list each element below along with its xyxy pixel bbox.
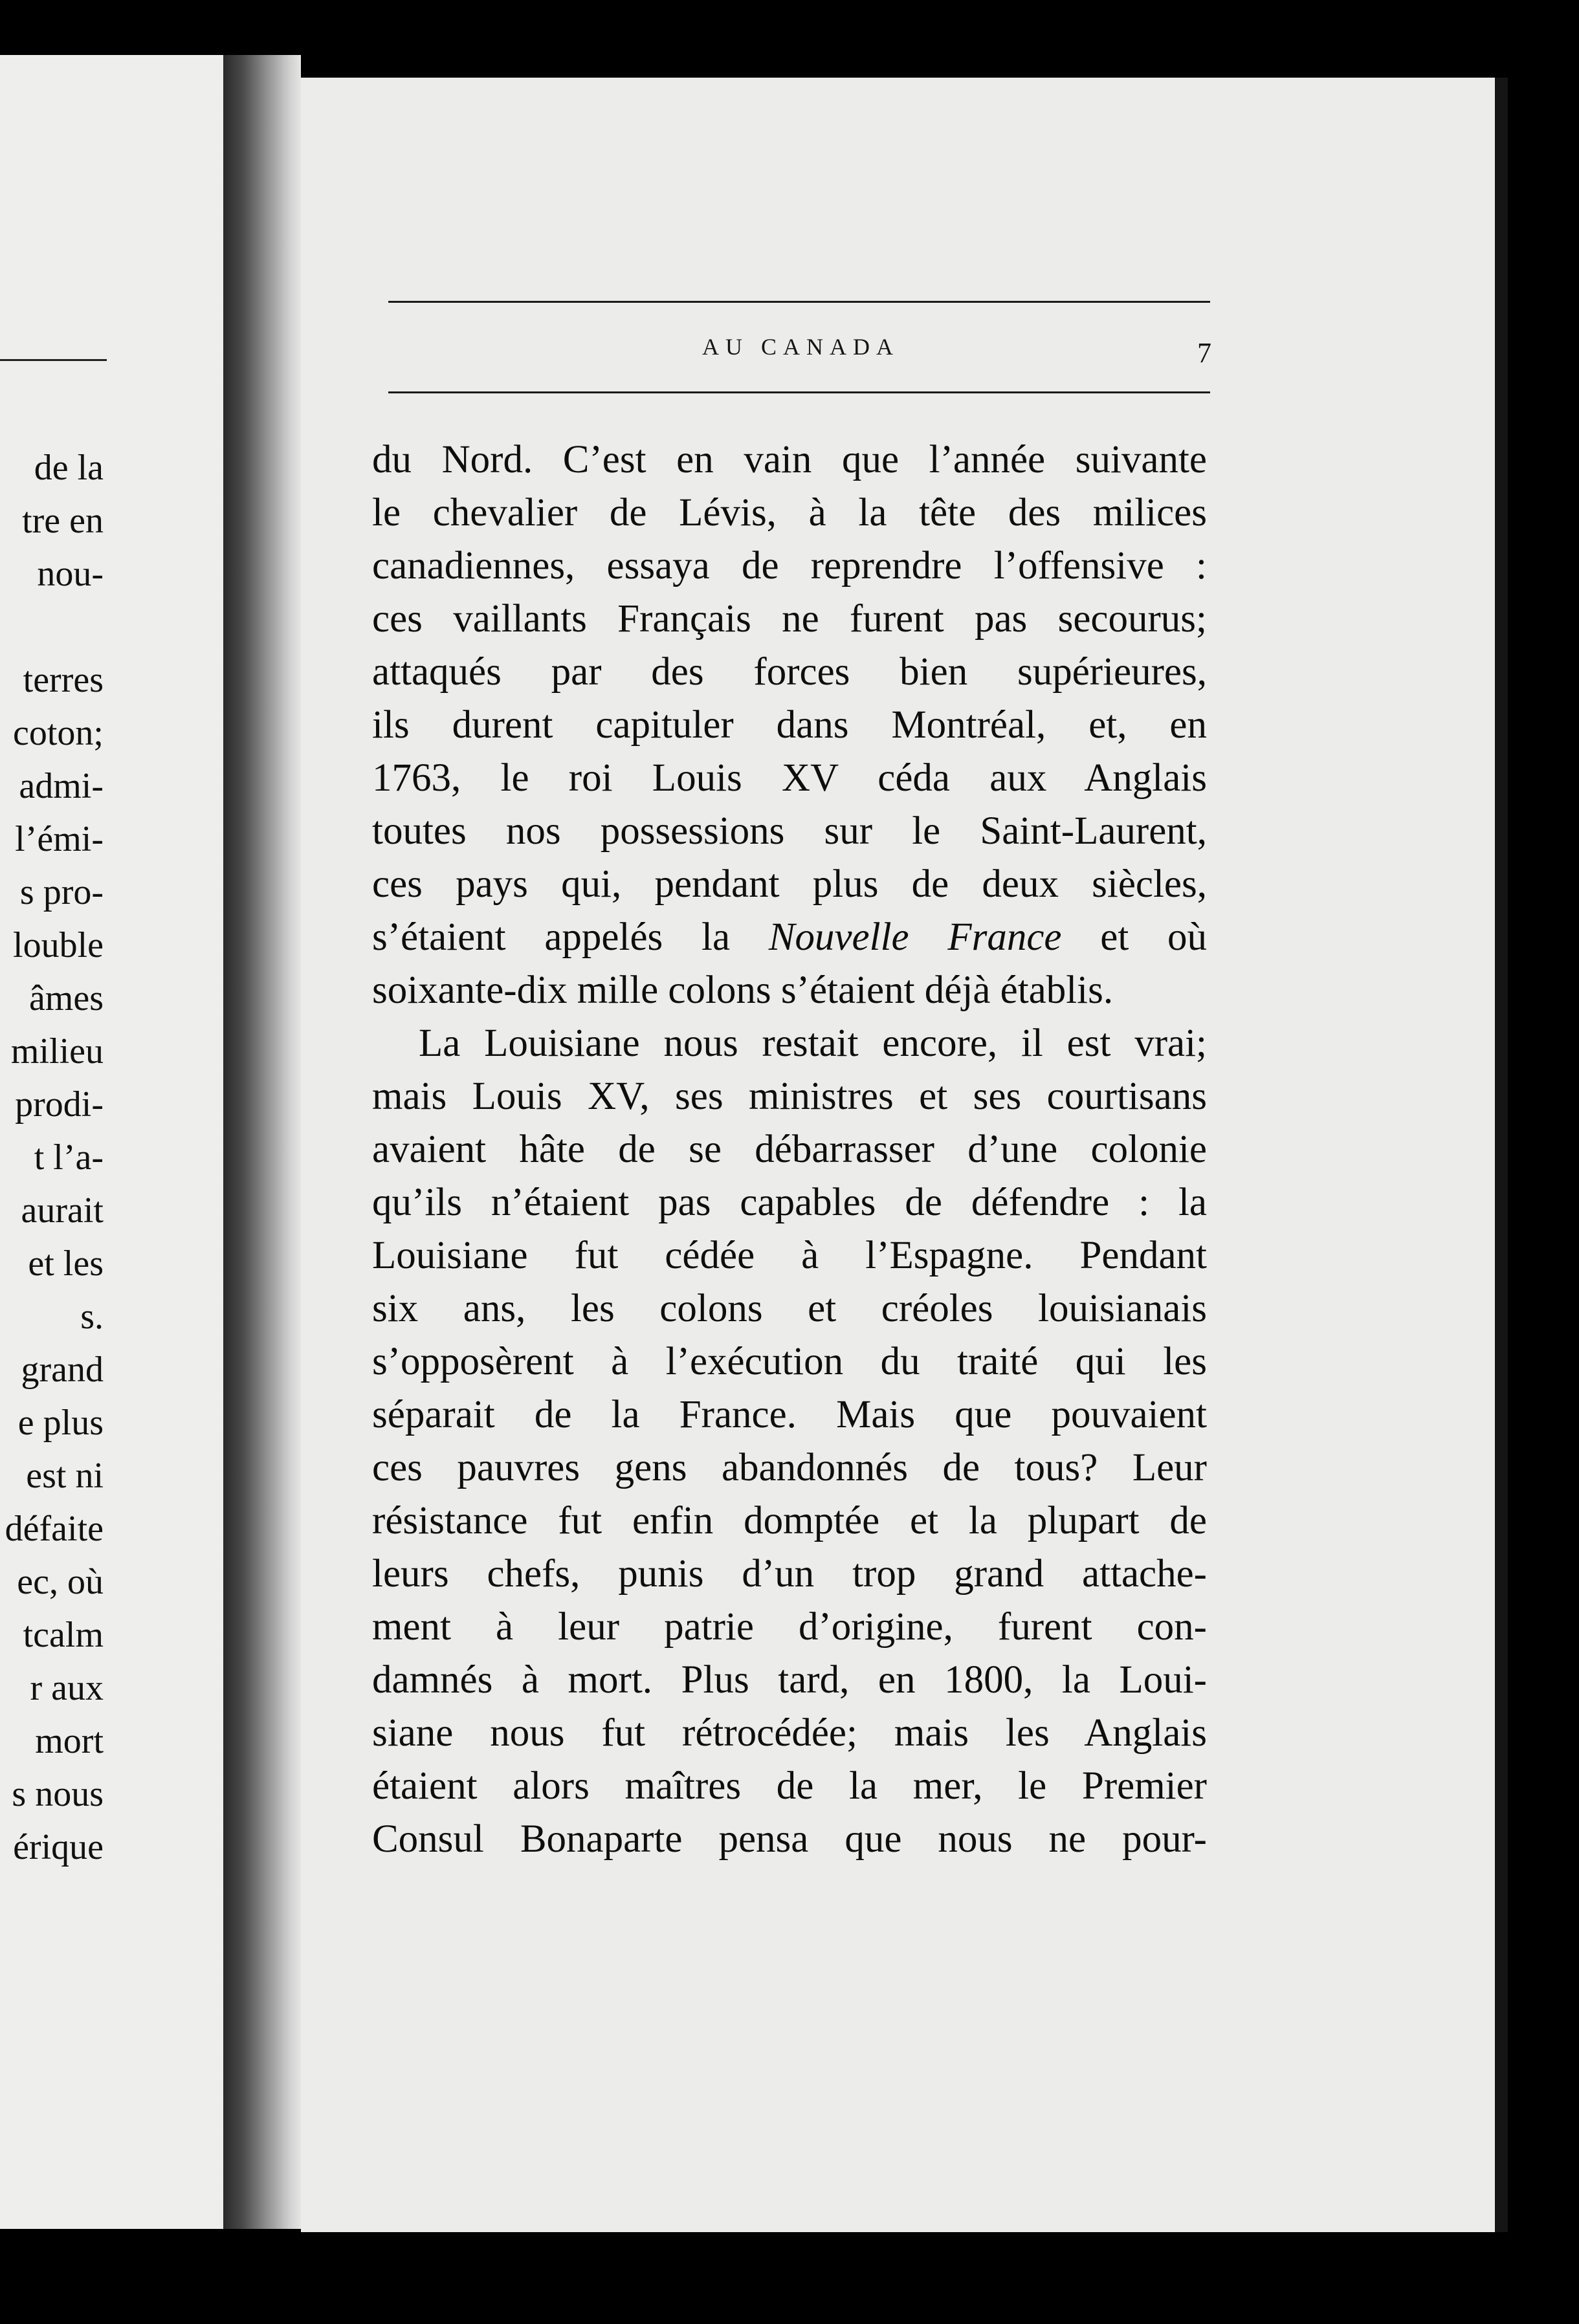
text-line: ces pauvres gens abandonnés de tous? Leur bbox=[372, 1446, 1207, 1489]
text-line: le chevalier de Lévis, à la tête des milices bbox=[372, 491, 1207, 534]
text-line: 1763, le roi Louis XV céda aux Anglais bbox=[372, 756, 1207, 800]
text-line bbox=[372, 917, 1207, 957]
text-line: résistance fut enfin domptée et la plupart de bbox=[372, 1499, 1207, 1542]
text-line: Louisiane fut cédée à l’Espagne. Pendant bbox=[372, 1234, 1207, 1277]
previous-page-line: t l’a- bbox=[34, 1137, 104, 1178]
previous-page-line: et les bbox=[28, 1244, 104, 1284]
text-line: avaient hâte de se débarrasser d’une colonie bbox=[372, 1128, 1207, 1171]
header-rule-top bbox=[388, 301, 1210, 303]
text-line: ment à leur patrie d’origine, furent con- bbox=[372, 1605, 1207, 1649]
running-head: AU CANADA bbox=[702, 334, 900, 360]
header-rule-bottom bbox=[388, 391, 1210, 393]
text-line: leurs chefs, punis d’un trop grand attache- bbox=[372, 1552, 1207, 1595]
text-line: siane nous fut rétrocédée; mais les Anglais bbox=[372, 1711, 1207, 1755]
text-line: s’opposèrent à l’exécution du traité qui les bbox=[372, 1340, 1207, 1383]
text-line: six ans, les colons et créoles louisianais bbox=[372, 1287, 1207, 1330]
book-gutter-shadow bbox=[223, 55, 301, 2229]
text-line: soixante-dix mille colons s’étaient déjà établis. bbox=[372, 969, 1114, 1012]
page-edge bbox=[1495, 78, 1508, 2232]
text-line: séparait de la France. Mais que pouvaient bbox=[372, 1393, 1207, 1436]
text-line: qu’ils n’étaient pas capables de défendre : la bbox=[372, 1181, 1207, 1224]
previous-page-line: louble bbox=[13, 925, 104, 965]
text-line: étaient alors maîtres de la mer, le Premier bbox=[372, 1764, 1207, 1808]
previous-page-line: s pro- bbox=[19, 872, 104, 912]
previous-page-line: ec, où bbox=[17, 1562, 104, 1602]
text-line: toutes nos possessions sur le Saint-Laurent, bbox=[372, 809, 1207, 853]
previous-page-line: e plus bbox=[17, 1403, 104, 1443]
previous-page-line: est ni bbox=[26, 1456, 104, 1496]
text-run: s’étaient appelés la bbox=[372, 915, 731, 959]
previous-page-line: aurait bbox=[21, 1190, 104, 1231]
previous-page-rule bbox=[0, 359, 107, 361]
previous-page-line: âmes bbox=[28, 978, 104, 1018]
text-line: ils durent capituler dans Montréal, et, en bbox=[372, 703, 1207, 747]
previous-page-line: mort bbox=[35, 1721, 104, 1761]
text-line: ces vaillants Français ne furent pas secourus; bbox=[372, 597, 1207, 641]
text-run: et où bbox=[1100, 915, 1208, 959]
previous-page-line: s. bbox=[80, 1297, 104, 1337]
page-number: 7 bbox=[1197, 337, 1211, 369]
text-line: du Nord. C’est en vain que l’année suivante bbox=[372, 438, 1207, 481]
previous-page-line: tre en bbox=[22, 501, 104, 541]
text-line: Consul Bonaparte pensa que nous ne pour- bbox=[372, 1817, 1207, 1861]
previous-page-line: milieu bbox=[10, 1031, 104, 1071]
previous-page-line: prodi- bbox=[15, 1084, 104, 1124]
previous-page-fragment bbox=[0, 55, 223, 2229]
previous-page-line: de la bbox=[34, 448, 104, 488]
text-line: La Louisiane nous restait encore, il est vrai; bbox=[419, 1022, 1207, 1065]
italic-title: Nouvelle France bbox=[768, 915, 1062, 959]
previous-page-line: coton; bbox=[13, 713, 104, 753]
previous-page-line: défaite bbox=[5, 1509, 104, 1549]
previous-page-line: r aux bbox=[30, 1668, 104, 1708]
previous-page-line: nou- bbox=[37, 554, 104, 594]
text-line: attaqués par des forces bien supérieures, bbox=[372, 650, 1207, 694]
previous-page-line: admi- bbox=[19, 766, 104, 806]
previous-page-line: grand bbox=[21, 1350, 104, 1390]
text-line: ces pays qui, pendant plus de deux siècles, bbox=[372, 862, 1207, 906]
previous-page-line: s nous bbox=[12, 1774, 104, 1814]
text-line: damnés à mort. Plus tard, en 1800, la Loui- bbox=[372, 1658, 1207, 1702]
text-line: mais Louis XV, ses ministres et ses courtisans bbox=[372, 1075, 1207, 1118]
previous-page-line: tcalm bbox=[23, 1615, 104, 1655]
previous-page-line: l’émi- bbox=[15, 819, 104, 859]
text-line: canadiennes, essaya de reprendre l’offensive : bbox=[372, 544, 1207, 587]
previous-page-line: terres bbox=[23, 660, 104, 700]
previous-page-line: érique bbox=[13, 1827, 104, 1867]
